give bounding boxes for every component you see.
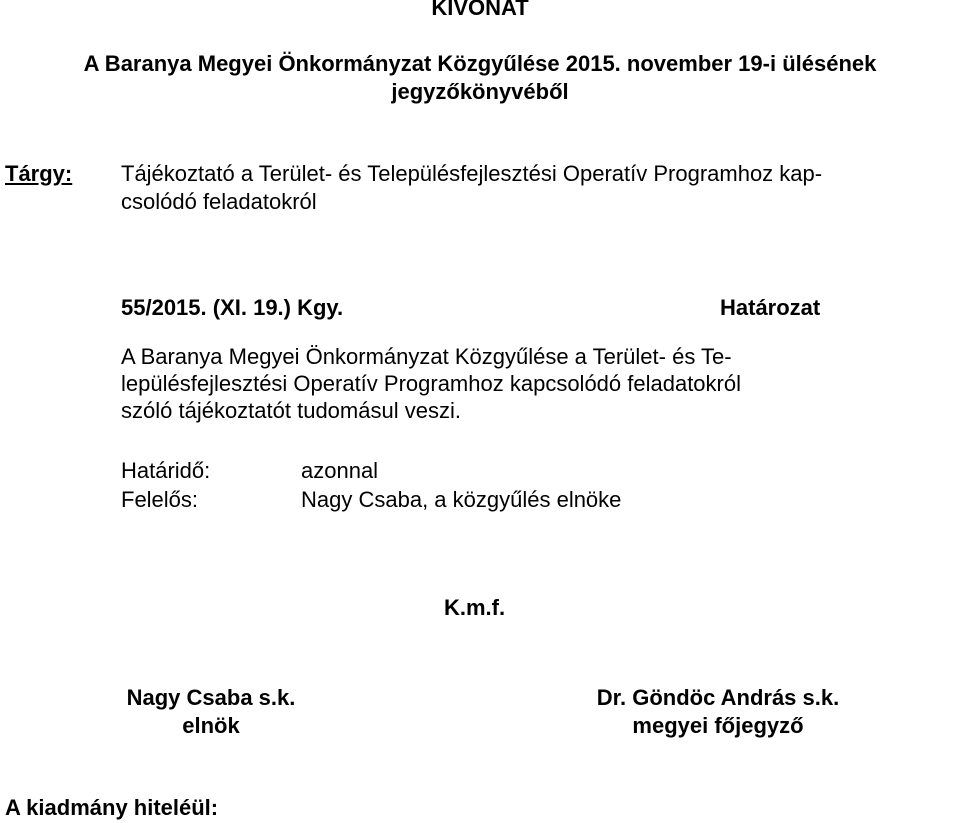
deadline-label: Határidő: <box>121 458 211 483</box>
resolution-text-line-3: szóló tájékoztatót tudomásul veszi. <box>121 398 461 423</box>
signature-left-name: Nagy Csaba s.k. <box>126 685 296 710</box>
subject-line-2: csolódó feladatokról <box>121 189 317 214</box>
signature-right <box>568 684 868 740</box>
subject-line-1: Tájékoztató a Terület- és Településfejlesztési Operatív Programhoz kap- <box>121 161 823 186</box>
subject-label: Tárgy: <box>5 161 73 186</box>
kmf-mark: K.m.f. <box>444 595 506 620</box>
subject-text <box>121 160 921 216</box>
subtitle-line-2: jegyzőkönyvéből <box>391 79 569 104</box>
signature-left-title: elnök <box>182 713 240 738</box>
responsible-value: Nagy Csaba, a közgyűlés elnöke <box>301 487 622 512</box>
subtitle-line-1: A Baranya Megyei Önkormányzat Közgyűlése 2015. november 19-i ülésének <box>83 51 877 76</box>
document-subtitle <box>0 50 960 106</box>
document-title: KIVONAT <box>431 0 529 20</box>
responsible-label: Felelős: <box>121 487 199 512</box>
signature-right-name: Dr. Göndöc András s.k. <box>596 685 840 710</box>
signature-right-title: megyei főjegyző <box>632 713 804 738</box>
signature-left <box>96 684 326 740</box>
resolution-text <box>121 343 881 424</box>
resolution-text-line-2: lepülésfejlesztési Operatív Programhoz kapcsolódó feladatokról <box>121 371 741 396</box>
resolution-heading: Határozat <box>720 295 821 320</box>
resolution-number: 55/2015. (XI. 19.) Kgy. <box>121 295 344 320</box>
certification-line: A kiadmány hiteléül: <box>5 795 219 820</box>
resolution-text-line-1: A Baranya Megyei Önkormányzat Közgyűlése a Terület- és Te- <box>121 344 732 369</box>
deadline-value: azonnal <box>301 458 379 483</box>
